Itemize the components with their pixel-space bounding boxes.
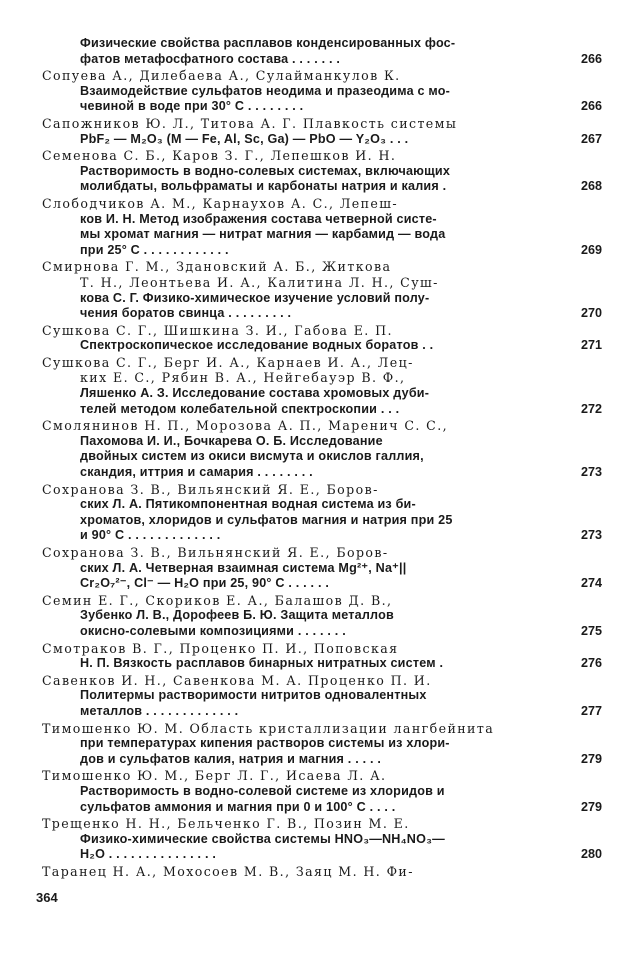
entry-line: чения боратов свинца . . . . . . . . . <box>80 306 292 321</box>
entry-line: Растворимость в водно-солевых системах, включающих <box>80 163 451 178</box>
entry-line: ских Л. А. Четверная взаимная система Mg²⁺, Na⁺|| <box>80 560 407 575</box>
entry-line: Савенков И. Н., Савенкова М. А. Проценко П. И. <box>42 672 432 688</box>
index-entry <box>42 816 602 863</box>
index-entry <box>42 641 602 672</box>
entry-line: PbF₂ — M₂O₃ (M — Fe, Al, Sc, Ga) — PbO — Y₂O₃ . . . <box>80 131 409 146</box>
entry-line: мы хромат магния — нитрат магния — карбамид — вода <box>80 227 446 242</box>
entry-line: кова С. Г. Физико-химическое изучение условий полу- <box>80 290 430 305</box>
entry-line: Тимошенко Ю. М. Область кристаллизации лангбейнита <box>42 720 495 736</box>
page-reference: 275 <box>580 623 602 638</box>
entry-line: Сопуева А., Дилебаева А., Сулайманкулов К. <box>42 68 401 84</box>
entry-line: Сушкова С. Г., Берг И. А., Карнаев И. А., Лец- <box>42 354 414 370</box>
page-reference: 273 <box>580 528 602 543</box>
entry-line: Сапожников Ю. Л., Титова А. Г. Плавкость системы <box>42 115 458 131</box>
page-reference: 271 <box>580 338 602 353</box>
index-entry <box>42 864 602 880</box>
page-reference: 268 <box>580 179 602 194</box>
entry-line: Растворимость в водно-солевой системе из хлоридов и <box>80 783 445 798</box>
entry-line: металлов . . . . . . . . . . . . . <box>80 703 239 718</box>
entry-line: Спектроскопическое исследование водных боратов . . <box>80 338 434 353</box>
index-entry <box>42 355 602 417</box>
index-entry <box>42 673 602 720</box>
entry-line: Сохранова З. В., Вильянский Я. Е., Боров- <box>42 481 379 497</box>
entry-line: Зубенко Л. В., Дорофеев Б. Ю. Защита металлов <box>80 608 394 623</box>
entry-line: Взаимодействие сульфатов неодима и празеодима с мо- <box>80 83 451 98</box>
entry-line: H₂O . . . . . . . . . . . . . . . <box>80 847 217 862</box>
entry-line: Н. П. Вязкость расплавов бинарных нитратных систем . <box>80 656 444 671</box>
entry-line: и 90° С . . . . . . . . . . . . . <box>80 528 221 543</box>
index-entry <box>42 545 602 592</box>
page-reference: 273 <box>580 465 602 480</box>
page-number: 364 <box>36 890 58 905</box>
page-reference: 277 <box>580 703 602 718</box>
entry-line: молибдаты, вольфраматы и карбонаты натрия и калия . <box>80 179 447 194</box>
entry-line: дов и сульфатов калия, натрия и магния . . . . . <box>80 751 382 766</box>
entry-line: ков И. Н. Метод изображения состава четверной систе- <box>80 211 437 226</box>
page-reference: 279 <box>580 751 602 766</box>
entry-line: Смолянинов Н. П., Морозова А. П., Маренич С. С., <box>42 418 449 434</box>
index-entry <box>42 721 602 768</box>
entry-line: Смотраков В. Г., Проценко П. И., Поповская <box>42 640 399 656</box>
entry-line: при температурах кипения растворов системы из хлори- <box>80 736 450 751</box>
entry-line: Трещенко Н. Н., Бельченко Г. В., Позин М. Е. <box>42 816 410 832</box>
entry-line: Физико-химические свойства системы HNO₃—NH₄NO₃— <box>80 831 445 846</box>
entry-line: двойных систем из окиси висмута и окислов галлия, <box>80 449 424 464</box>
page-reference: 274 <box>580 576 602 591</box>
entry-line: хроматов, хлоридов и сульфатов магния и натрия при 25 <box>80 512 453 527</box>
entry-line: Т. Н., Леонтьева И. А., Калитина Л. Н., Суш- <box>80 274 439 290</box>
page-reference: 276 <box>580 656 602 671</box>
index-entry <box>42 593 602 640</box>
entry-line: чевиной в воде при 30° С . . . . . . . . <box>80 99 304 114</box>
index-entry <box>42 418 602 480</box>
entry-line: Сушкова С. Г., Шишкина З. И., Габова Е. П. <box>42 322 393 338</box>
entry-line: Ляшенко А. З. Исследование состава хромовых дуби- <box>80 386 430 401</box>
page-reference: 280 <box>580 847 602 862</box>
page-reference: 270 <box>580 306 602 321</box>
index-entry <box>42 68 602 115</box>
page-reference: 272 <box>580 401 602 416</box>
entry-line: сульфатов аммония и магния при 0 и 100° С . . . . <box>80 799 396 814</box>
index-entry <box>42 768 602 815</box>
entry-line: телей методом колебательной спектроскопии . . . <box>80 401 400 416</box>
entry-line: Таранец Н. А., Мохосоев М. В., Заяц М. Н. Фи- <box>42 863 414 879</box>
entry-line: при 25° С . . . . . . . . . . . . <box>80 242 229 257</box>
entry-line: ких Е. С., Рябин В. А., Нейгебауэр В. Ф., <box>80 370 406 386</box>
entry-line: окисно-солевыми композициями . . . . . . . <box>80 623 346 638</box>
page-reference: 279 <box>580 799 602 814</box>
index-entry <box>42 482 602 544</box>
entry-line: Слободчиков А. М., Карнаухов А. С., Лепеш- <box>42 195 399 211</box>
page-reference: 266 <box>580 51 602 66</box>
entry-line: Cr₂O₇²⁻, Cl⁻ — H₂O при 25, 90° С . . . . . . <box>80 576 330 591</box>
index-entry <box>42 323 602 354</box>
index-entry <box>42 259 602 321</box>
entry-line: ских Л. А. Пятикомпонентная водная система из би- <box>80 497 416 512</box>
entry-line: Политермы растворимости нитритов одновалентных <box>80 688 427 703</box>
entry-line: Тимошенко Ю. М., Берг Л. Г., Исаева Л. А. <box>42 768 387 784</box>
entry-line: Семенова С. Б., Каров З. Г., Лепешков И. Н. <box>42 148 397 164</box>
entry-line: фатов метафосфатного состава . . . . . . . <box>80 51 341 66</box>
index-entry <box>42 148 602 195</box>
index-entry <box>42 36 602 67</box>
entry-line: Физические свойства расплавов конденсированных фос- <box>80 36 456 50</box>
page-reference: 266 <box>580 99 602 114</box>
entry-line: Смирнова Г. М., Здановский А. Б., Житкова <box>42 259 392 275</box>
entry-line: Семин Е. Г., Скориков Е. А., Балашов Д. В., <box>42 592 393 608</box>
entry-line: Пахомова И. И., Бочкарева О. Б. Исследование <box>80 433 383 448</box>
entry-line: скандия, иттрия и самария . . . . . . . . <box>80 465 313 480</box>
entry-line: Сохранова З. В., Вильнянский Я. Е., Боров- <box>42 545 389 560</box>
author-index <box>42 36 602 880</box>
index-entry <box>42 116 602 147</box>
page-reference: 267 <box>580 131 602 146</box>
index-entry <box>42 196 602 258</box>
page-reference: 269 <box>580 242 602 257</box>
